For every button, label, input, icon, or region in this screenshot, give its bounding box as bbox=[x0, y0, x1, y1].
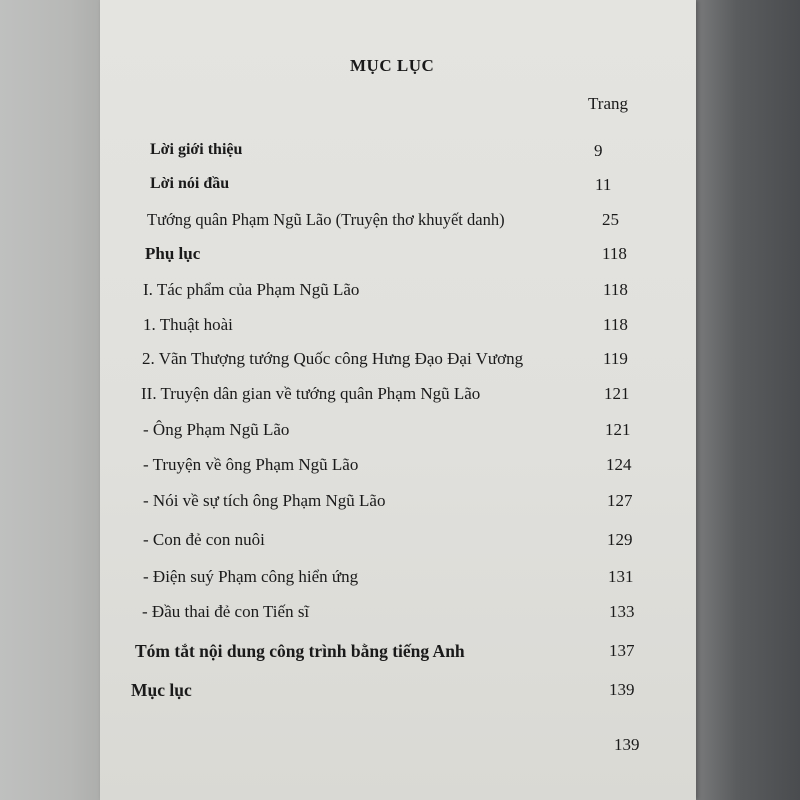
toc-entry-text: Tóm tắt nội dung công trình bằng tiếng Anh bbox=[135, 641, 465, 661]
toc-entry-page: 11 bbox=[595, 175, 612, 194]
toc-entry-text: Lời giới thiệu bbox=[150, 141, 243, 158]
toc-entry-text: - Ông Phạm Ngũ Lão bbox=[143, 420, 290, 439]
toc-entry-text: Tướng quân Phạm Ngũ Lão (Truyện thơ khuyết danh) bbox=[147, 210, 505, 229]
toc-entry-text: - Con đẻ con nuôi bbox=[143, 530, 265, 549]
toc-entry-text: II. Truyện dân gian về tướng quân Phạm Ngũ Lão bbox=[141, 384, 481, 403]
page-number: 139 bbox=[614, 735, 640, 754]
toc-entry-text: 2. Vãn Thượng tướng Quốc công Hưng Đạo Đại Vương bbox=[142, 349, 524, 368]
toc-entry-text: Phụ lục bbox=[145, 244, 201, 263]
page-column-header: Trang bbox=[588, 94, 628, 113]
toc-entry-text: - Đầu thai đẻ con Tiến sĩ bbox=[142, 602, 310, 621]
toc-entry-text: Lời nói đầu bbox=[150, 175, 230, 192]
toc-entry-text: - Nói về sự tích ông Phạm Ngũ Lão bbox=[143, 491, 386, 510]
toc-entry-page: 118 bbox=[603, 315, 628, 334]
toc-entry-text: 1. Thuật hoài bbox=[143, 315, 233, 334]
background-left bbox=[0, 0, 100, 800]
toc-entry-text: Mục lục bbox=[131, 680, 192, 700]
book-page bbox=[100, 0, 696, 800]
toc-entry-page: 121 bbox=[604, 384, 630, 403]
toc-entry-page: 137 bbox=[609, 641, 635, 660]
toc-entry-text: I. Tác phẩm của Phạm Ngũ Lão bbox=[143, 280, 360, 299]
toc-entry-page: 119 bbox=[603, 349, 628, 368]
toc-entry-page: 131 bbox=[608, 567, 634, 586]
toc-entry-page: 139 bbox=[609, 680, 635, 699]
page-title: MỤC LỤC bbox=[350, 56, 435, 75]
toc-entry-page: 121 bbox=[605, 420, 631, 439]
toc-entry-page: 124 bbox=[606, 455, 632, 474]
toc-entry-text: - Truyện về ông Phạm Ngũ Lão bbox=[143, 455, 359, 474]
toc-entry-page: 127 bbox=[607, 491, 633, 510]
background-right bbox=[695, 0, 800, 800]
toc-entry-page: 118 bbox=[602, 244, 627, 263]
toc-entry-page: 133 bbox=[609, 602, 635, 621]
toc-entry-page: 25 bbox=[602, 210, 619, 229]
toc-entry-page: 129 bbox=[607, 530, 633, 549]
toc-entry-page: 118 bbox=[603, 280, 628, 299]
toc-entry-page: 9 bbox=[594, 141, 603, 160]
toc-entry-text: - Điện suý Phạm công hiển ứng bbox=[143, 567, 359, 586]
